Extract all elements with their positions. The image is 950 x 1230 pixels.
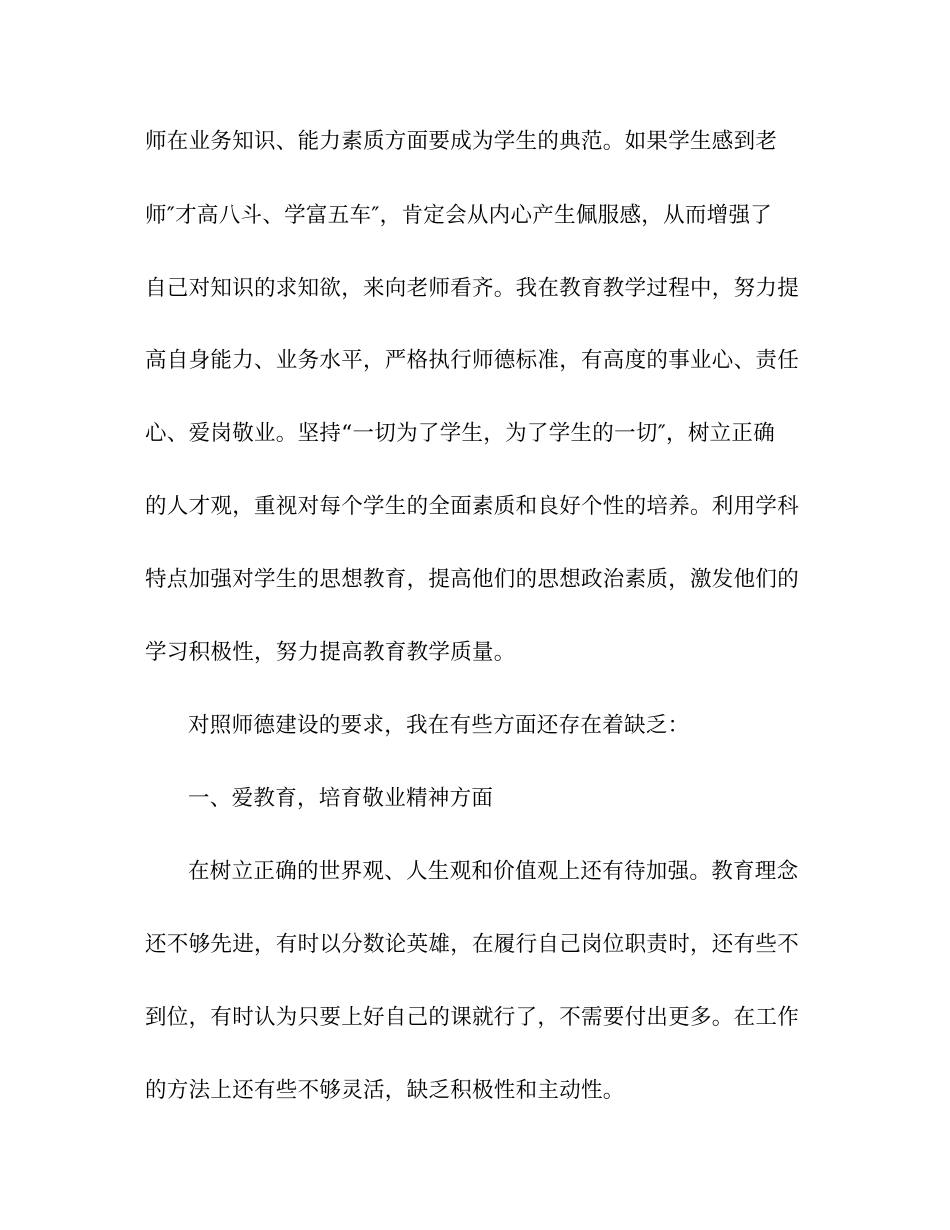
body-text-line: 到位，有时认为只要上好自己的课就行了，不需要付出更多。在工作 — [145, 1005, 800, 1030]
paragraph-text-line: 在树立正确的世界观、人生观和价值观上还有待加强。教育理念 — [188, 859, 799, 884]
paragraph-text-line: 对照师德建设的要求，我在有些方面还存在着缺乏： — [188, 713, 690, 738]
body-text-line: 自己对知识的求知欲，来向老师看齐。我在教育教学过程中，努力提 — [145, 276, 800, 301]
body-text-line: 心、爱岗敬业。坚持“一切为了学生，为了学生的一切″，树立正确 — [145, 421, 776, 446]
body-text-line: 特点加强对学生的思想教育，提高他们的思想政治素质，激发他们的 — [145, 567, 800, 592]
body-text-line: 高自身能力、业务水平，严格执行师德标准，有高度的事业心、责任 — [145, 348, 800, 373]
body-text-line: 师在业务知识、能力素质方面要成为学生的典范。如果学生感到老 — [145, 129, 778, 154]
body-text-line: 还不够先进，有时以分数论英雄，在履行自己岗位职责时，还有些不 — [145, 932, 800, 957]
body-text-line: 学习积极性，努力提高教育教学质量。 — [145, 640, 516, 665]
section-heading: 一、爱教育，培育敬业精神方面 — [188, 786, 494, 811]
body-text-line: 的人才观，重视对每个学生的全面素质和良好个性的培养。利用学科 — [145, 494, 800, 519]
body-text-line: 师″才高八斗、学富五车″，肯定会从内心产生佩服感，从而增强了 — [145, 203, 773, 228]
body-text-line: 的方法上还有些不够灵活，缺乏积极性和主动性。 — [145, 1078, 625, 1103]
